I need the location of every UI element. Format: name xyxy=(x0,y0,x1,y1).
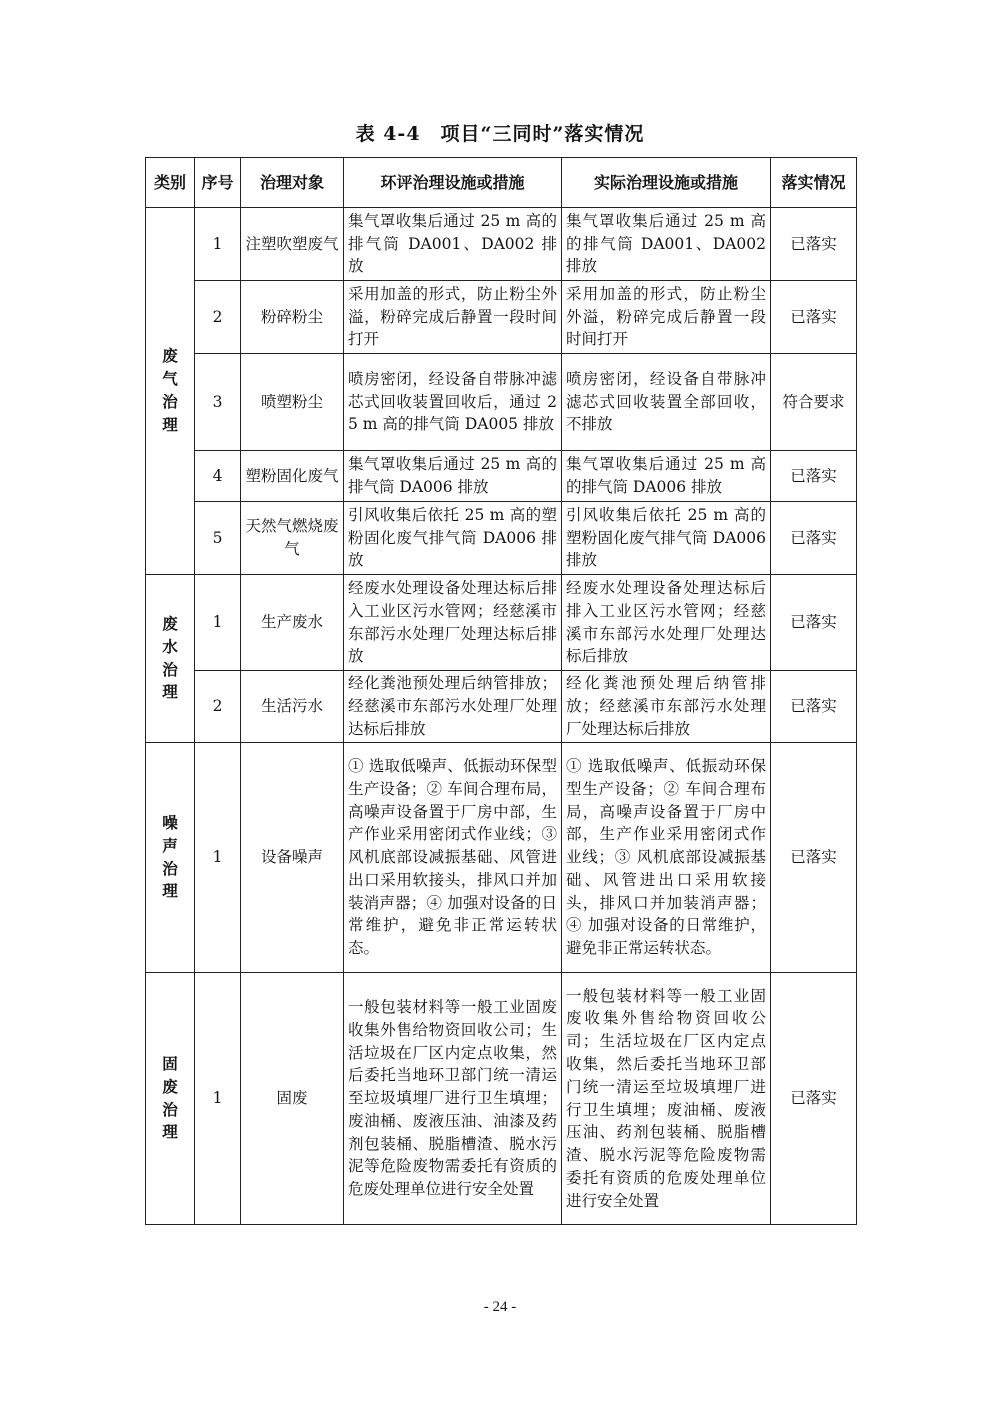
three-simultaneous-table xyxy=(145,157,857,1225)
row-no: 2 xyxy=(195,671,241,743)
row-status: 符合要求 xyxy=(771,354,857,451)
row-actual: 喷房密闭，经设备自带脉冲滤芯式回收装置全部回收，不排放 xyxy=(562,354,771,451)
row-status: 已落实 xyxy=(771,502,857,575)
row-target: 天然气燃烧废气 xyxy=(241,502,344,575)
header-eia: 环评治理设施或措施 xyxy=(344,158,562,208)
row-status: 已落实 xyxy=(771,743,857,973)
row-eia: 喷房密闭，经设备自带脉冲滤芯式回收装置回收后，通过 25 m 高的排气筒 DA005 排放 xyxy=(344,354,562,451)
row-target: 设备噪声 xyxy=(241,743,344,973)
row-actual: 采用加盖的形式，防止粉尘外溢，粉碎完成后静置一段时间打开 xyxy=(562,281,771,354)
row-target: 注塑吹塑废气 xyxy=(241,208,344,281)
row-eia: 集气罩收集后通过 25 m 高的排气筒 DA001、DA002 排放 xyxy=(344,208,562,281)
row-status: 已落实 xyxy=(771,451,857,502)
table-row xyxy=(146,575,857,671)
row-eia: 经废水处理设备处理达标后排入工业区污水管网；经慈溪市东部污水处理厂处理达标后排放 xyxy=(344,575,562,671)
header-category: 类别 xyxy=(146,158,195,208)
row-target: 塑粉固化废气 xyxy=(241,451,344,502)
row-no: 1 xyxy=(195,973,241,1225)
category-cell: 废 气 治 理 xyxy=(146,208,195,575)
row-eia: 集气罩收集后通过 25 m 高的排气筒 DA006 排放 xyxy=(344,451,562,502)
row-no: 1 xyxy=(195,208,241,281)
row-status: 已落实 xyxy=(771,208,857,281)
page-number: - 24 - xyxy=(483,1299,517,1315)
row-eia: 采用加盖的形式，防止粉尘外溢，粉碎完成后静置一段时间打开 xyxy=(344,281,562,354)
header-status: 落实情况 xyxy=(771,158,857,208)
row-status: 已落实 xyxy=(771,575,857,671)
row-actual: 一般包装材料等一般工业固废收集外售给物资回收公司；生活垃圾在厂区内定点收集，然后委托当地环卫部门统一清运至垃圾填埋厂进行卫生填埋；废油桶、废液压油、药剂包装桶、脱脂槽渣、脱水污泥等危险废物需委托有资质的危废处理单位进行安全处置 xyxy=(562,973,771,1225)
row-eia: 经化粪池预处理后纳管排放；经慈溪市东部污水处理厂处理达标后排放 xyxy=(344,671,562,743)
row-status: 已落实 xyxy=(771,281,857,354)
category-cell: 固 废 治 理 xyxy=(146,973,195,1225)
row-actual: 引风收集后依托 25 m 高的塑粉固化废气排气筒 DA006 排放 xyxy=(562,502,771,575)
row-target: 喷塑粉尘 xyxy=(241,354,344,451)
row-no: 3 xyxy=(195,354,241,451)
table-row xyxy=(146,208,857,281)
row-actual: 经化粪池预处理后纳管排放；经慈溪市东部污水处理厂处理达标后排放 xyxy=(562,671,771,743)
header-no: 序号 xyxy=(195,158,241,208)
row-target: 粉碎粉尘 xyxy=(241,281,344,354)
row-actual: 集气罩收集后通过 25 m 高的排气筒 DA001、DA002 排放 xyxy=(562,208,771,281)
row-no: 4 xyxy=(195,451,241,502)
row-no: 1 xyxy=(195,743,241,973)
row-eia: 引风收集后依托 25 m 高的塑粉固化废气排气筒 DA006 排放 xyxy=(344,502,562,575)
table-row xyxy=(146,354,857,451)
row-target: 生活污水 xyxy=(241,671,344,743)
category-cell: 噪 声 治 理 xyxy=(146,743,195,973)
row-status: 已落实 xyxy=(771,671,857,743)
row-no: 1 xyxy=(195,575,241,671)
row-eia: ① 选取低噪声、低振动环保型生产设备；② 车间合理布局，高噪声设备置于厂房中部，生产作业采用密闭式作业线；③ 风机底部设减振基础、风管进出口采用软接头，排风口并加装消声器；④ 加强对设备的日常维护，避免非正常运转状态。 xyxy=(344,743,562,973)
header-row xyxy=(146,158,857,208)
row-target: 固废 xyxy=(241,973,344,1225)
row-no: 5 xyxy=(195,502,241,575)
table-row xyxy=(146,281,857,354)
header-target: 治理对象 xyxy=(241,158,344,208)
row-eia: 一般包装材料等一般工业固废收集外售给物资回收公司；生活垃圾在厂区内定点收集，然后委托当地环卫部门统一清运至垃圾填埋厂进行卫生填埋；废油桶、废液压油、油漆及药剂包装桶、脱脂槽渣、脱水污泥等危险废物需委托有资质的危废处理单位进行安全处置 xyxy=(344,973,562,1225)
table-title: 表 4-4 项目“三同时”落实情况 xyxy=(355,123,645,145)
row-status: 已落实 xyxy=(771,973,857,1225)
row-actual: ① 选取低噪声、低振动环保型生产设备；② 车间合理布局，高噪声设备置于厂房中部，生产作业采用密闭式作业线；③ 风机底部设减振基础、风管进出口采用软接头，排风口并加装消声器；④ 加强对设备的日常维护，避免非正常运转状态。 xyxy=(562,743,771,973)
header-actual: 实际治理设施或措施 xyxy=(562,158,771,208)
category-cell: 废 水 治 理 xyxy=(146,575,195,743)
table-row xyxy=(146,671,857,743)
table-row xyxy=(146,743,857,973)
table-row xyxy=(146,973,857,1225)
row-actual: 集气罩收集后通过 25 m 高的排气筒 DA006 排放 xyxy=(562,451,771,502)
table-row xyxy=(146,451,857,502)
row-target: 生产废水 xyxy=(241,575,344,671)
row-actual: 经废水处理设备处理达标后排入工业区污水管网；经慈溪市东部污水处理厂处理达标后排放 xyxy=(562,575,771,671)
row-no: 2 xyxy=(195,281,241,354)
table-row xyxy=(146,502,857,575)
